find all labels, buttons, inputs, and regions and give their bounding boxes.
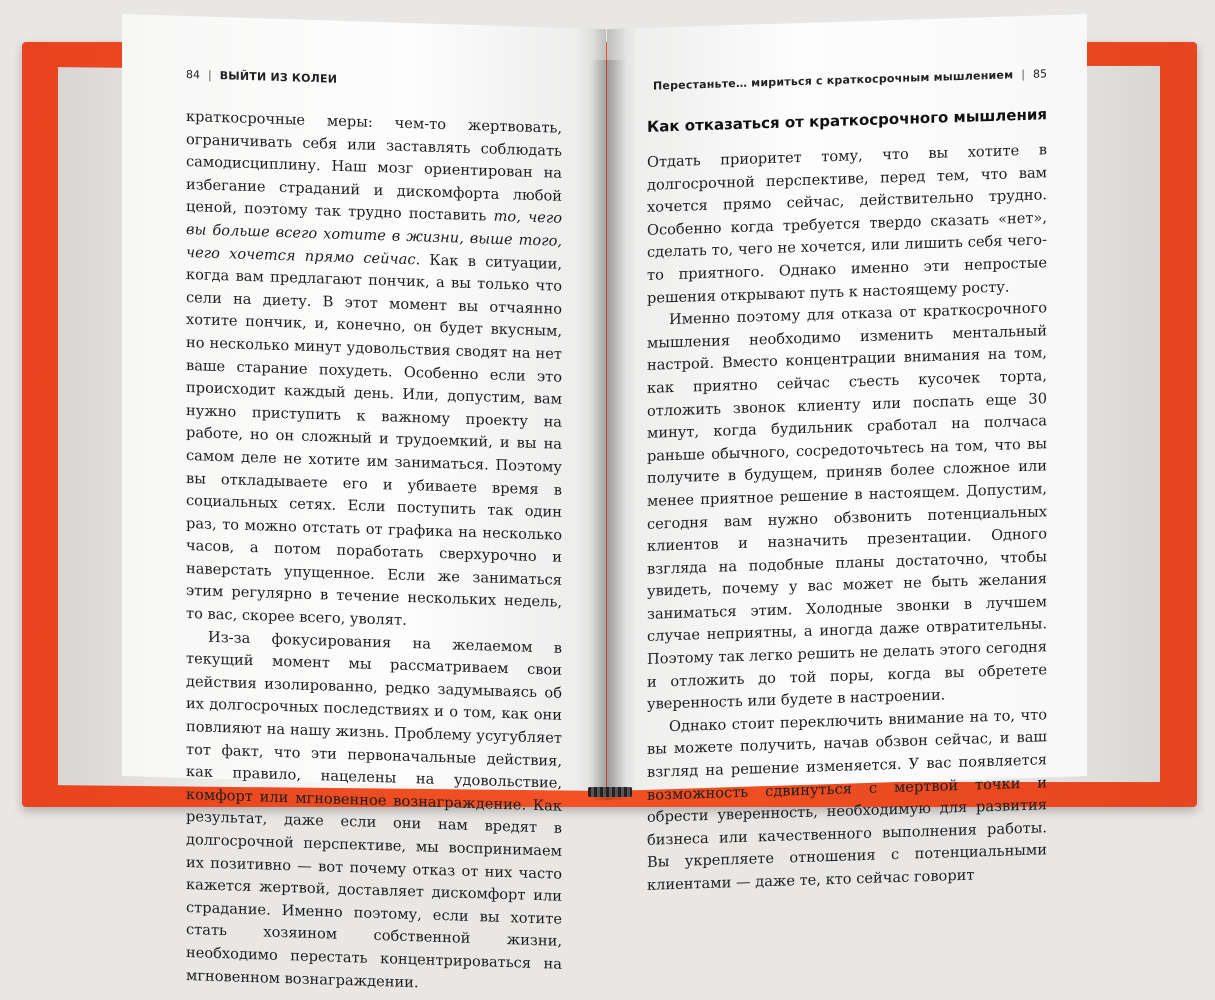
text-run: Отдать приоритет тому, что вы хотите в долгосрочной перспективе, перед тем, что вам хочется прямо сейчас, действительно трудно. Особенно когда требуется твердо сказать «нет», сделать то, чего не хочется, или лишить себя чего-то приятного. Однако именно эти непростые решения открывают путь к настоящему росту.: [647, 141, 1047, 307]
right-body-text: [647, 139, 1047, 897]
paragraph: [186, 106, 562, 637]
right-page: [607, 14, 1087, 894]
right-running-title: Перестаньте… мириться с краткосрочным мышлением: [653, 67, 1014, 93]
left-body-text: [186, 106, 562, 999]
text-run: Однако стоит переключить внимание на то, что вы можете получить, начав обзвон сейчас, и ваш взгляд на решение изменяется. У вас появляется возможность сдвинуться с мертвой точки и обрести уверенность, необходимую для развития бизнеса или качественного выполнения работы. Вы укрепляете отношения с потенциальными клиентами — даже те, кто сейчас говорит: [647, 706, 1047, 894]
right-page-number: 85: [1033, 66, 1047, 81]
spine-shadow: [590, 60, 626, 800]
italic-text-run: то, чего вы больше всего хотите в жизни, выше того, чего хочется прямо сейчас: [186, 208, 562, 268]
text-run: Именно поэтому для отказа от краткосрочного мышления необходимо изменить ментальный настрой. Вместо концентрации внимания на том, как приятно сейчас съесть кусочек торта, отложить звонок клиенту или поспать еще 30 минут, когда будильник сработал на полчаса раньше обычного, сосредоточьтесь на том, что вы получите в будущем, приняв более сложное или менее приятное решение в настоящем. Допустим, сегодня вам нужно обзвонить потенциальных клиентов и назначить презентации. Одного взгляда на подобные планы достаточно, чтобы увидеть, почему у вас может не быть желания заниматься этим. Холодные звонки в лучшем случае неприятны, а иногда даже отвратительны. Поэтому так легко решить не делать этого сегодня и отложить до той поры, когда вы обретете уверенность или будете в настроении.: [647, 299, 1047, 714]
book-headband: [588, 787, 632, 797]
left-page-number: 84: [186, 67, 200, 81]
left-page: [122, 14, 606, 991]
left-running-title: ВЫЙТИ ИЗ КОЛЕИ: [219, 68, 338, 86]
paragraph: [647, 704, 1047, 897]
paragraph: [647, 139, 1047, 310]
right-running-head: [647, 63, 1047, 96]
left-head-separator: |: [208, 68, 212, 82]
paragraph: [186, 626, 562, 999]
text-run: Из-за фокусирования на желаемом в текущий момент мы рассматриваем свои действия изолированно, редко задумываясь об их долгосрочных последствиях и о том, как они повлияют на нашу жизнь. Проблему усугубляет тот факт, что эти первоначальные действия, как правило, нацелены на удовольствие, комфорт или мгновенное вознаграждение. Как результат, даже если они нам вредят в долгосрочной перспективе, мы воспринимаем их позитивно — вот почему отказ от них часто кажется жертвой, доставляет дискомфорт или страдание. Именно поэтому, если вы хотите стать хозяином собственной жизни, необходимо перестать концентрироваться на мгновенном вознаграждении.: [186, 628, 562, 991]
left-running-head: [186, 64, 562, 96]
section-heading: Как отказаться от краткосрочного мышления: [647, 105, 1047, 136]
paragraph: [647, 297, 1047, 716]
right-head-separator: |: [1021, 67, 1025, 81]
text-run: . Как в ситуации, когда вам предлагают пончик, а вы только что сели на диету. В этот момент вы отчаянно хотите пончик, и, конечно, он будет вкусным, но несколько минут удовольствия сводят на нет ваше старание похудеть. Особенно если это происходит каждый день. Или, допустим, вам нужно приступить к важному проекту на работе, но он сложный и трудоемкий, и вы на самом деле не хотите им заниматься. Поэтому вы откладываете его и убиваете время в социальных сетях. Если поступить так один раз, то можно отстать от графика на несколько часов, а потом поработать сверхурочно и наверстать упущенное. Если же заниматься этим регулярно в течение нескольких недель, то вас, скорее всего, уволят.: [186, 250, 562, 630]
text-run: краткосрочные меры: чем-то жертвовать, ограничивать себя или заставлять соблюдать самодисциплину. Наш мозг ориентирован на избегание страданий и дискомфорта любой ценой, поэтому так трудно поставить: [186, 108, 562, 226]
